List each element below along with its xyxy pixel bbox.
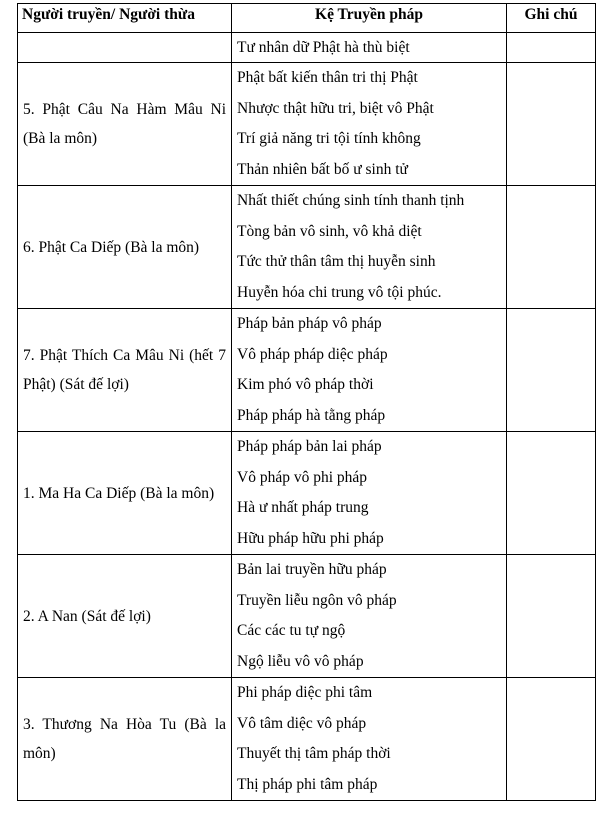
person-cell: 1. Ma Ha Ca Diếp (Bà la môn) xyxy=(18,432,232,555)
verse-line: Pháp pháp bản lai pháp xyxy=(237,438,382,455)
person-cell xyxy=(18,33,232,63)
verse-line: Nhược thật hữu tri, biệt vô Phật xyxy=(237,99,434,117)
note-cell xyxy=(507,63,596,186)
person-cell: 5. Phật Câu Na Hàm Mâu Ni (Bà la môn) xyxy=(18,63,232,186)
verse-line: Vô pháp vô phi pháp xyxy=(237,468,368,486)
verse-line: Phi pháp diệc phi tâm xyxy=(237,684,373,701)
verse-line: Huyễn hóa chi trung vô tội phúc. xyxy=(237,283,442,301)
table-row xyxy=(18,33,596,63)
note-cell xyxy=(507,432,596,555)
verse-cell xyxy=(232,555,507,678)
verse-line: Kim phó vô pháp thời xyxy=(237,376,374,393)
verse-line: Tư nhân dữ Phật hà thù biệt xyxy=(237,39,410,56)
verse-cell xyxy=(232,33,507,63)
note-cell xyxy=(507,186,596,309)
verse-line: Thuyết thị tâm pháp thời xyxy=(237,745,391,762)
header-person: Người truyền/ Người thừa xyxy=(18,4,232,33)
verse-line: Trí giả năng tri tội tính không xyxy=(237,130,421,147)
verse-cell xyxy=(232,309,507,432)
table-row xyxy=(18,555,596,678)
person-cell: 3. Thương Na Hòa Tu (Bà la môn) xyxy=(18,678,232,801)
verse-line: Pháp pháp hà tằng pháp xyxy=(237,406,386,424)
verse-line: Nhất thiết chúng sinh tính thanh tịnh xyxy=(237,192,465,209)
verse-line: Truyền liễu ngôn vô pháp xyxy=(237,591,397,609)
person-cell: 7. Phật Thích Ca Mâu Ni (hết 7 Phật) (Sát đế lợi) xyxy=(18,309,232,432)
table-row xyxy=(18,678,596,801)
verse-cell xyxy=(232,186,507,309)
verse-cell xyxy=(232,678,507,801)
header-verse: Kệ Truyền pháp xyxy=(232,4,507,33)
table-row xyxy=(18,63,596,186)
verse-line: Tức thử thân tâm thị huyễn sinh xyxy=(237,253,436,270)
note-cell xyxy=(507,555,596,678)
verse-line: Phật bất kiến thân tri thị Phật xyxy=(237,69,418,86)
verse-line: Pháp bản pháp vô pháp xyxy=(237,315,382,332)
person-cell: 6. Phật Ca Diếp (Bà la môn) xyxy=(18,186,232,309)
note-cell xyxy=(507,678,596,801)
header-note: Ghi chú xyxy=(507,4,596,33)
verse-cell xyxy=(232,63,507,186)
table-row xyxy=(18,309,596,432)
verse-cell xyxy=(232,432,507,555)
verse-line: Hà ư nhất pháp trung xyxy=(237,499,369,516)
verse-line: Thản nhiên bất bố ư sinh tử xyxy=(237,160,408,178)
table-row xyxy=(18,186,596,309)
verse-line: Bản lai truyền hữu pháp xyxy=(237,561,387,578)
dharma-transmission-table xyxy=(17,3,596,801)
verse-line: Thị pháp phi tâm pháp xyxy=(237,775,378,793)
note-cell xyxy=(507,33,596,63)
verse-line: Các các tu tự ngộ xyxy=(237,622,346,639)
verse-line: Hữu pháp hữu phi pháp xyxy=(237,529,384,547)
verse-line: Ngộ liễu vô vô pháp xyxy=(237,652,364,670)
table-header-row xyxy=(18,4,596,33)
table-row xyxy=(18,432,596,555)
verse-line: Vô tâm diệc vô pháp xyxy=(237,714,367,732)
person-cell: 2. A Nan (Sát đế lợi) xyxy=(18,555,232,678)
note-cell xyxy=(507,309,596,432)
verse-line: Tòng bản vô sinh, vô khả diệt xyxy=(237,222,422,240)
verse-line: Vô pháp pháp diệc pháp xyxy=(237,345,388,363)
